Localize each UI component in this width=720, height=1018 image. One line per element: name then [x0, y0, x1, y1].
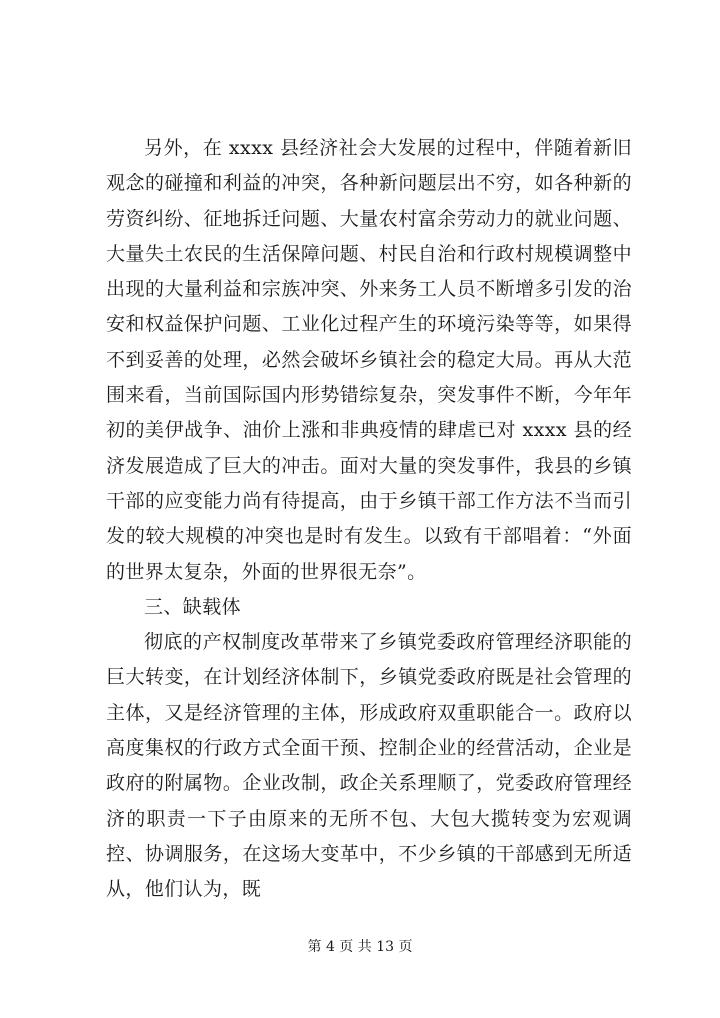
paragraph-social-conflicts: 另外，在 xxxx 县经济社会大发展的过程中，伴随着新旧观念的碰撞和利益的冲突，各种新问题层出不穷，如各种新的劳资纠纷、征地拆迁问题、大量农村富余劳动力的就业问题、大量失土农民的生活保障问题、村民自治和行政村规模调整中出现的大量利益和宗族冲突、外来务工人员不断增多引发的治安和权益保护问题、工业化过程产生的环境污染等等，如果得不到妥善的处理，必然会破坏乡镇社会的稳定大局。再从大范围来看，当前国际国内形势错综复杂，突发事件不断，今年年初的美伊战争、油价上涨和非典疫情的肆虐已对 xxxx 县的经济发展造成了巨大的冲击。面对大量的突发事件，我县的乡镇干部的应变能力尚有待提高，由于乡镇干部工作方法不当而引发的较大规模的冲突也是时有发生。以致有干部唱着：“外面的世界太复杂，外面的世界很无奈”。	[106, 137, 632, 583]
page-footer	[0, 936, 720, 956]
section-heading-lack-of-carrier: 三、缺载体	[144, 595, 242, 618]
body-text	[106, 131, 632, 908]
paragraph-property-reform: 彻底的产权制度改革带来了乡镇党委政府管理经济职能的巨大转变，在计划经济体制下，乡镇党委政府既是社会管理的主体，又是经济管理的主体，形成政府双重职能合一。政府以高度集权的行政方式全面干预、控制企业的经营活动，企业是政府的附属物。企业改制，政企关系理顺了，党委政府管理经济的职责一下子由原来的无所不包、大包大揽转变为宏观调控、协调服务，在这场大变革中，不少乡镇的干部感到无所适从，他们认为，既	[106, 631, 632, 901]
page-number: 第 4 页 共 13 页	[307, 939, 413, 955]
